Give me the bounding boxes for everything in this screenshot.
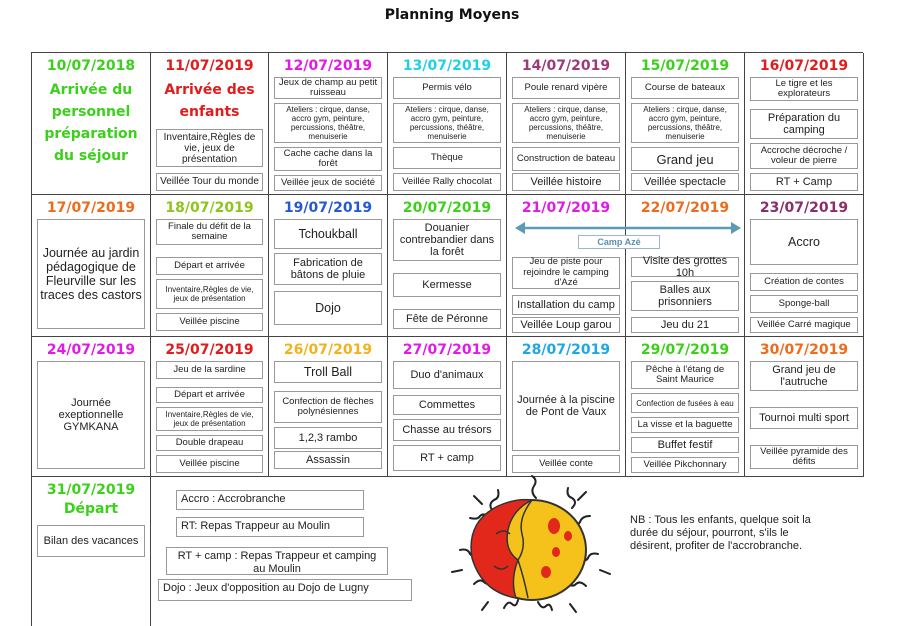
activity-box: Kermesse [393, 273, 501, 297]
page-title: Planning Moyens [384, 7, 520, 23]
activity-box: Chasse au trésors [393, 419, 501, 441]
activity-box: Jeux de champ au petit ruisseau [274, 77, 382, 99]
activity-box: Poule renard vipère [512, 77, 620, 99]
activity-box: Grand jeu [631, 147, 739, 171]
camp-label: Camp Azé [578, 235, 660, 249]
day-headline: Arrivée des enfants [164, 82, 255, 120]
day-cell [745, 337, 864, 477]
activity-box: Finale du défit de la semaine [156, 219, 263, 245]
activity-box: Course de bateaux [631, 77, 739, 99]
activity-box: Accro [750, 219, 858, 265]
legend-accro: Accro : Accrobranche [176, 490, 364, 510]
activity-box: Double drapeau [156, 435, 263, 451]
activity-box: Départ et arrivée [156, 387, 263, 403]
date-label: 16/07/2019 [759, 58, 849, 74]
activity-box: Dojo [274, 291, 382, 325]
activity-box: Visite des grottes 10h [631, 257, 739, 277]
activity-box: Ateliers : cirque, danse, accro gym, peinture, percussions, théâtre, menuiserie [393, 103, 501, 143]
activity-box: Veillée piscine [156, 313, 263, 331]
activity-box: Inventaire,Règles de vie, jeux de présentation [156, 407, 263, 431]
date-label: 24/07/2019 [46, 342, 136, 358]
day-cell [151, 337, 269, 477]
day-cell [151, 53, 269, 195]
day-cell [32, 53, 151, 195]
activity-box: Veillée piscine [156, 455, 263, 473]
activity-box: Cache cache dans la forêt [274, 147, 382, 171]
activity-box: Buffet festif [631, 437, 739, 453]
activity-box: Douanier contrebandier dans la forêt [393, 219, 501, 261]
activity-box: Veillée Rally chocolat [393, 173, 501, 191]
day-cell [269, 53, 388, 195]
date-label: 17/07/2019 [46, 200, 136, 216]
day-cell [151, 195, 269, 337]
day-headline: Départ [63, 501, 119, 517]
activity-box: Inventaire,Règles de vie, jeux de présentation [156, 279, 263, 309]
activity-box: Accroche décroche / voleur de pierre [750, 143, 858, 169]
activity-box: Veillée jeux de société [274, 175, 382, 191]
activity-box: Commettes [393, 395, 501, 415]
date-label: 23/07/2019 [759, 200, 849, 216]
sun-illustration [440, 470, 625, 620]
date-label: 26/07/2019 [283, 342, 373, 358]
day-cell [388, 195, 507, 337]
activity-box: Veillée Carré magique [750, 317, 858, 333]
activity-box: Ateliers : cirque, danse, accro gym, peinture, percussions, théâtre, menuiserie [512, 103, 620, 143]
date-label: 18/07/2019 [165, 200, 254, 216]
day-cell [745, 53, 864, 195]
activity-box: Installation du camp [512, 295, 620, 315]
activity-box: RT + camp [393, 445, 501, 471]
nb-note: NB : Tous les enfants, quelque soit la durée du séjour, pourront, s'ils le désirent, profiter de l'accrobranche. [630, 514, 811, 552]
activity-box: Pêche à l'étang de Saint Maurice [631, 361, 739, 389]
activity-box: Permis vélo [393, 77, 501, 99]
activity-box: Tournoi multi sport [750, 407, 858, 429]
day-cell [626, 337, 745, 477]
day-cell [507, 195, 626, 337]
date-label: 21/07/2019 [521, 200, 611, 216]
activity-box: Inventaire,Règles de vie, jeux de présentation [156, 129, 263, 167]
activity-box: Veillée conte [512, 455, 620, 473]
activity-box: Départ et arrivée [156, 257, 263, 275]
activity-box: Assassin [274, 451, 382, 469]
activity-box: Fabrication de bâtons de pluie [274, 253, 382, 285]
date-label: 13/07/2019 [402, 58, 492, 74]
activity-box: La visse et la baguette [631, 417, 739, 433]
date-label: 31/07/2019 [46, 482, 136, 498]
date-label: 25/07/2019 [165, 342, 254, 358]
date-label: 10/07/2018 [46, 58, 136, 74]
date-label: 14/07/2019 [521, 58, 611, 74]
activity-box: Jeu de piste pour rejoindre le camping d'Azé [512, 257, 620, 289]
day-headline: Arrivée du personnel préparation du séjour [44, 82, 138, 164]
day-cell [388, 337, 507, 477]
activity-box: Fête de Péronne [393, 309, 501, 329]
activity-box: Thèque [393, 147, 501, 169]
day-cell [626, 195, 745, 337]
activity-box: Confection de fusées à eau [631, 393, 739, 413]
activity-box: Ateliers : cirque, danse, accro gym, peinture, percussions, théâtre, menuiserie [274, 103, 382, 143]
activity-box: Création de contes [750, 273, 858, 291]
activity-box: Le tigre et les explorateurs [750, 77, 858, 101]
activity-box: Grand jeu de l'autruche [750, 361, 858, 391]
activity-box: Veillée histoire [512, 173, 620, 191]
day-cell [745, 195, 864, 337]
activity-box: Balles aux prisonniers [631, 281, 739, 311]
date-label: 20/07/2019 [402, 200, 492, 216]
day-cell [269, 337, 388, 477]
activity-box: Préparation du camping [750, 109, 858, 139]
activity-box: Veillée pyramide des défits [750, 445, 858, 469]
activity-box: Ateliers : cirque, danse, accro gym, peinture, percussions, théâtre, menuiserie [631, 103, 739, 143]
activity-box: Journée à la piscine de Pont de Vaux [512, 361, 620, 451]
activity-box: Journée exeptionnelle GYMKANA [37, 361, 145, 469]
activity-box: Veillée Pikchonnary [631, 457, 739, 473]
activity-box: Bilan des vacances [37, 525, 145, 557]
day-cell [626, 53, 745, 195]
day-cell [507, 53, 626, 195]
date-label: 30/07/2019 [759, 342, 849, 358]
activity-box: 1,2,3 rambo [274, 427, 382, 449]
date-label: 12/07/2019 [283, 58, 373, 74]
activity-box: Veillée Loup garou [512, 317, 620, 333]
activity-box: Duo d'animaux [393, 361, 501, 389]
activity-box: Jeu de la sardine [156, 361, 263, 379]
date-label: 19/07/2019 [283, 200, 373, 216]
activity-box: Veillée Tour du monde [156, 173, 263, 191]
legend-dojo: Dojo : Jeux d'opposition au Dojo de Lugny [158, 579, 412, 601]
day-cell [32, 195, 151, 337]
day-cell [32, 337, 151, 477]
activity-box: Construction de bateau [512, 147, 620, 171]
activity-box: Jeu du 21 [631, 317, 739, 333]
activity-box: Troll Ball [274, 361, 382, 383]
activity-box: Confection de flèches polynésiennes [274, 391, 382, 423]
day-cell [507, 337, 626, 477]
legend-rt-camp: RT + camp : Repas Trappeur et camping au Moulin [166, 547, 388, 575]
day-cell [388, 53, 507, 195]
activity-box: Tchoukball [274, 219, 382, 249]
date-label: 11/07/2019 [165, 58, 254, 74]
activity-box: Journée au jardin pédagogique de Fleurville sur les traces des castors [37, 219, 145, 329]
date-label: 22/07/2019 [640, 200, 730, 216]
date-label: 28/07/2019 [521, 342, 611, 358]
activity-box: Sponge-ball [750, 295, 858, 313]
activity-box: Veillée spectacle [631, 173, 739, 191]
date-label: 15/07/2019 [640, 58, 730, 74]
camp-arrow [515, 221, 741, 235]
activity-box: RT + Camp [750, 173, 858, 191]
day-cell [269, 195, 388, 337]
day-cell [32, 477, 151, 626]
legend-rt: RT: Repas Trappeur au Moulin [176, 517, 364, 537]
date-label: 29/07/2019 [640, 342, 730, 358]
date-label: 27/07/2019 [402, 342, 492, 358]
